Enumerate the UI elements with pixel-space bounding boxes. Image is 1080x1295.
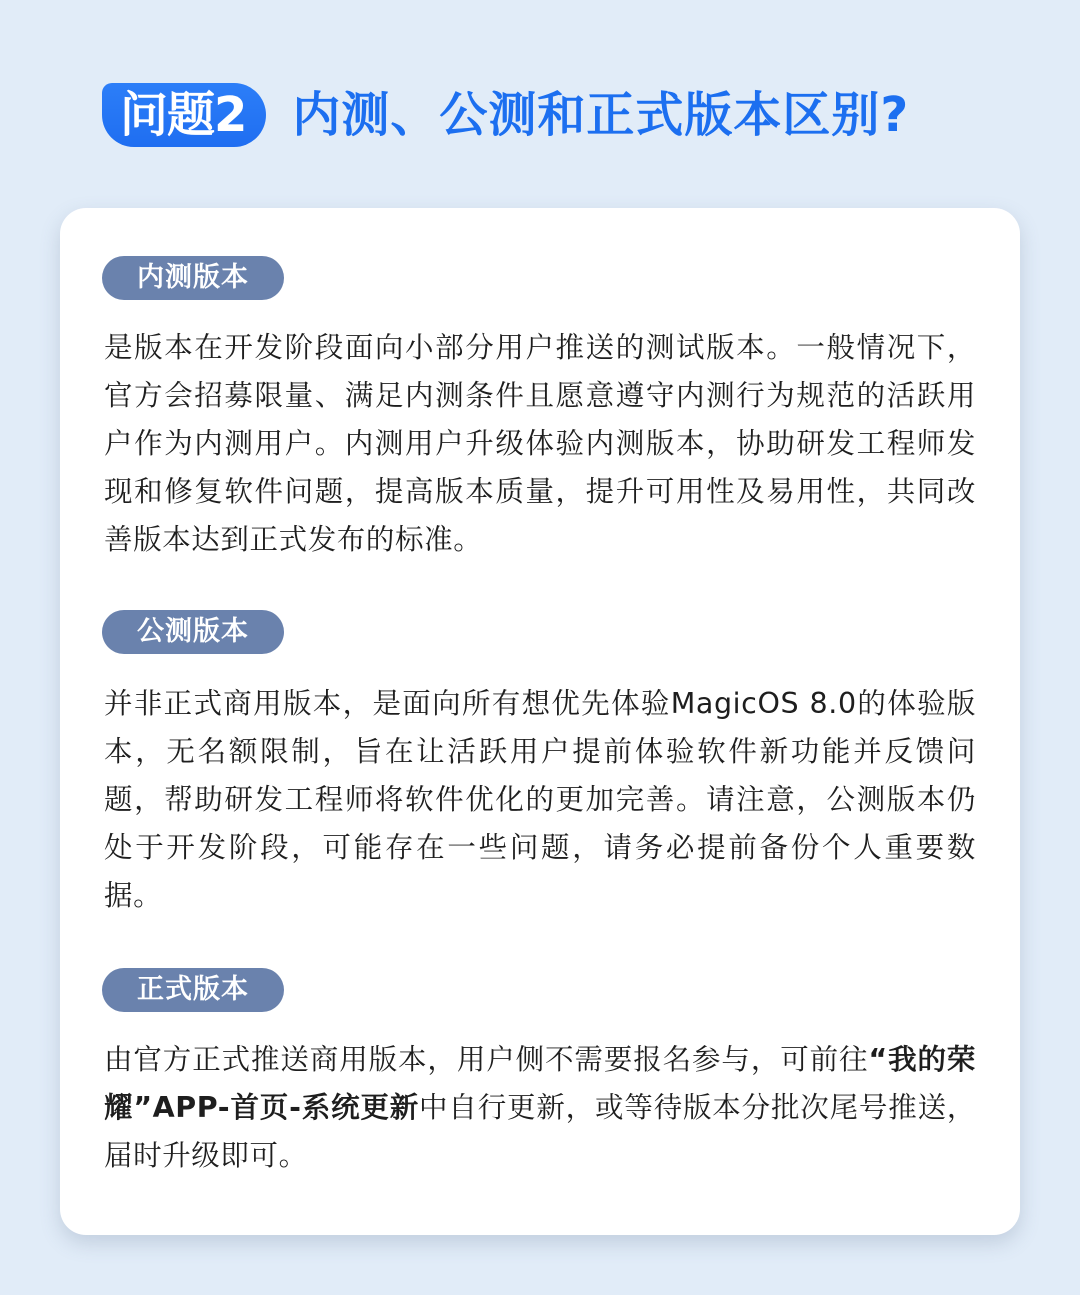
section-tag-internal-test: 内测版本	[102, 256, 284, 300]
section-tag-official-release: 正式版本	[102, 968, 284, 1012]
section-text-official-release	[104, 1036, 976, 1180]
official-text-start: 由官方正式推送商用版本，用户侧不需要报名参与，可前往	[104, 1043, 869, 1076]
section-text-internal-test: 是版本在开发阶段面向小部分用户推送的测试版本。一般情况下，官方会招募限量、满足内测条件且愿意遵守内测行为规范的活跃用户作为内测用户。内测用户升级体验内测版本，协助研发工程师发现和修复软件问题，提高版本质量，提升可用性及易用性，共同改善版本达到正式发布的标准。	[104, 331, 976, 556]
content-card	[60, 208, 1020, 1235]
section-tag-public-test: 公测版本	[102, 610, 284, 654]
official-text-update-path: “我的荣耀”APP-首页-系统更新	[104, 1043, 976, 1124]
page-header	[102, 82, 909, 148]
section-text-public-test: 并非正式商用版本，是面向所有想优先体验MagicOS 8.0的体验版本，无名额限制，旨在让活跃用户提前体验软件新功能并反馈问题，帮助研发工程师将软件优化的更加完善。请注意，公测版本仍处于开发阶段，可能存在一些问题，请务必提前备份个人重要数据。	[104, 687, 976, 912]
question-badge: 问题2	[102, 83, 266, 147]
official-text-end: 中自行更新，或等待版本分批次尾号推送，届时升级即可。	[104, 1091, 976, 1172]
page-title: 内测、公测和正式版本区别?	[292, 87, 910, 143]
